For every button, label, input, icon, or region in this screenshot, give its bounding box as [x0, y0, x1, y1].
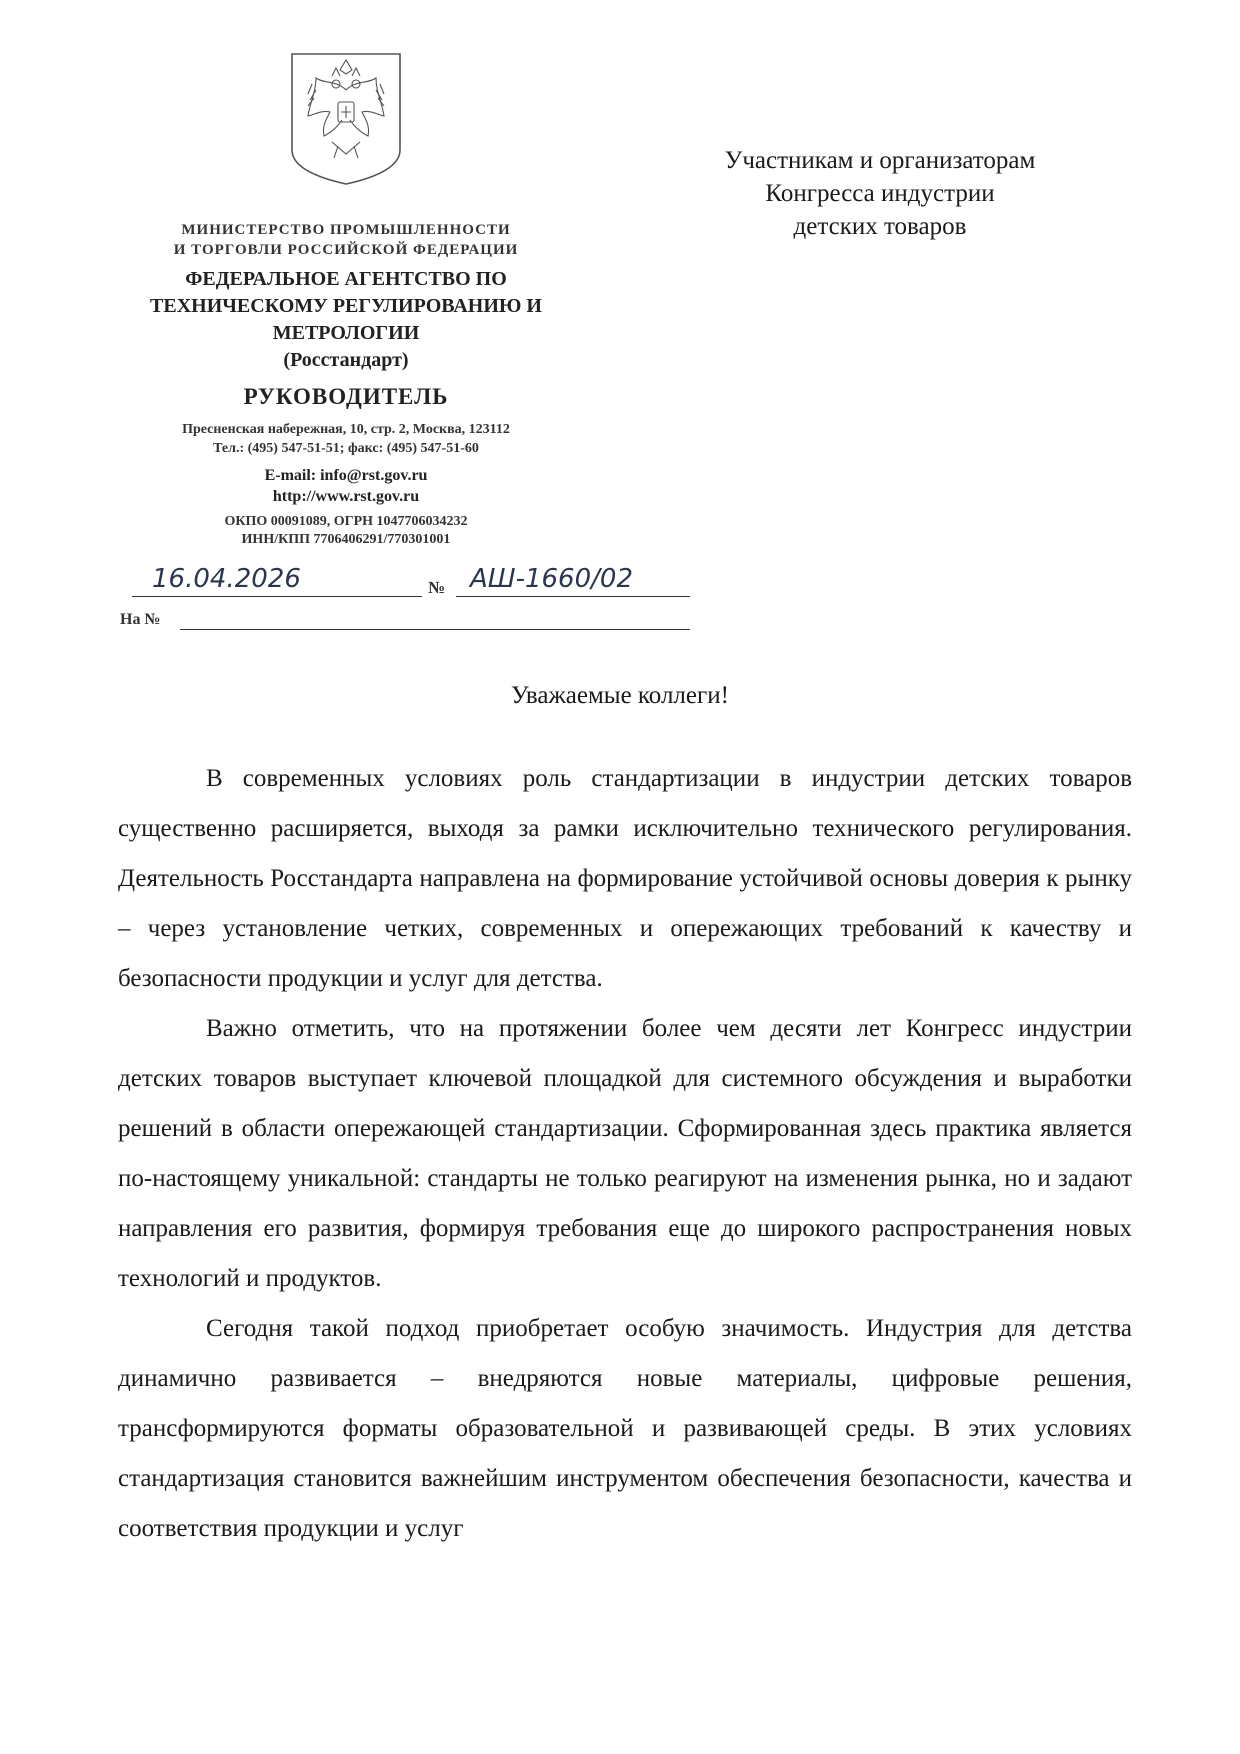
- agency-name: [110, 266, 582, 347]
- letter-body: [118, 754, 1132, 1554]
- registration-number: АШ-1660/02: [470, 564, 633, 594]
- russian-coat-of-arms-icon: [286, 50, 406, 188]
- phone-fax: Тел.: (495) 547-51-51; факс: (495) 547-51-60: [213, 441, 479, 456]
- agency-line-1: ФЕДЕРАЛЬНОЕ АГЕНТСТВО ПО: [185, 268, 507, 290]
- registration-date-field: [132, 560, 422, 597]
- reference-line: [120, 609, 580, 631]
- recipient-line-2: Конгресса индустрии: [765, 180, 995, 207]
- body-paragraph-2: Важно отметить, что на протяжении более чем десяти лет Конгресс индустрии детских товаров выступает ключевой площадкой для системного обсуждения и выработки решений в области опережающей стандартизации. Сформированная здесь практика является по-настоящему уникальной: стандарты не только реагируют на изменения рынка, но и задают направления его развития, формируя требования еще до широкого распространения новых технологий и продуктов.: [118, 1015, 1132, 1292]
- registration-date: 16.04.2026: [152, 564, 301, 594]
- number-sign: №: [428, 578, 446, 597]
- recipient-line-3: детских товаров: [793, 213, 967, 240]
- reference-label: На №: [120, 611, 161, 628]
- website-address: http://www.rst.gov.ru: [272, 488, 420, 505]
- email-address: E-mail: info@rst.gov.ru: [264, 467, 428, 484]
- recipient-block: [650, 144, 1110, 243]
- agency-line-2: ТЕХНИЧЕСКОМУ РЕГУЛИРОВАНИЮ И: [150, 295, 542, 317]
- registration-line: [120, 560, 633, 600]
- ministry-line-2: И ТОРГОВЛИ РОССИЙСКОЙ ФЕДЕРАЦИИ: [173, 242, 519, 258]
- ministry-line-1: МИНИСТЕРСТВО ПРОМЫШЛЕННОСТИ: [181, 222, 511, 238]
- position-title: РУКОВОДИТЕЛЬ: [243, 384, 449, 409]
- registration-number-field: [456, 560, 690, 597]
- okpo-ogrn: ОКПО 00091089, ОГРН 1047706034232: [224, 514, 468, 529]
- agency-line-3: МЕТРОЛОГИИ: [272, 322, 420, 344]
- letterhead: [110, 50, 582, 549]
- postal-address: Пресненская набережная, 10, стр. 2, Москва, 123112: [182, 422, 510, 437]
- ministry-name: [110, 220, 582, 260]
- reference-blank: [180, 609, 690, 630]
- inn-kpp: ИНН/КПП 7706406291/770301001: [241, 532, 451, 547]
- body-paragraph-3: Сегодня такой подход приобретает особую значимость. Индустрия для детства динамично развивается – внедряются новые материалы, цифровые решения, трансформируются форматы образовательной и развивающей среды. В этих условиях стандартизация становится важнейшим инструментом обеспечения безопасности, качества и соответствия продукции и услуг: [118, 1315, 1132, 1542]
- body-paragraph-1: В современных условиях роль стандартизации в индустрии детских товаров существенно расширяется, выходя за рамки исключительно технического регулирования. Деятельность Росстандарта направлена на формирование устойчивой основы доверия к рынку – через установление четких, современных и опережающих требований к качеству и безопасности продукции и услуг для детства.: [118, 765, 1132, 992]
- contact-block: [110, 465, 582, 507]
- recipient-line-1: Участникам и организаторам: [724, 147, 1036, 174]
- address-block: [110, 420, 582, 458]
- registry-codes: [110, 513, 582, 549]
- greeting: Уважаемые коллеги!: [511, 682, 729, 709]
- agency-short-name: (Росстандарт): [283, 349, 409, 371]
